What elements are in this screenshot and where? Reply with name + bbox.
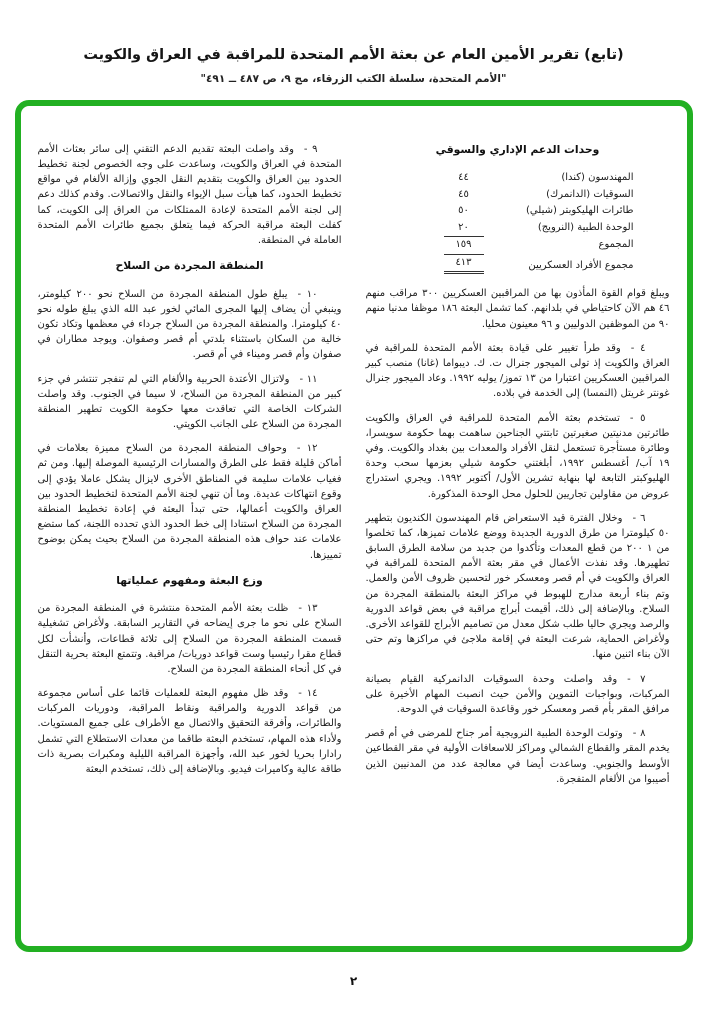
- row-label: مجموع الأفراد العسكريين: [528, 259, 634, 271]
- row-label: المجموع: [598, 239, 634, 251]
- row-value: ٤٥: [458, 188, 469, 200]
- table-row: [444, 220, 634, 237]
- report-title: (تابع) تقرير الأمين العام عن بعثة الأمم المتحدة للمراقبة في العراق والكويت: [83, 47, 624, 63]
- row-label: السوقيات (الدانمرك): [546, 188, 634, 200]
- paragraph-6: ٦ - وخلال الفترة قيد الاستعراض قام المهندسون الكنديون بتطهير ٥٠ كيلومترا من طرق الدورية الجديدة ووضع علامات تميزها، كما تخلصوا من ١ ٢٠٠ من قطع المعدات وتأكدوا من جديد من سلامة الطرق السابق تطهيرها. وقد نفذت الأعمال في مقر بعثة الأمم المتحدة للمراقبة في العراق والكويت في أم قصر ومعسكر خور لتحسين ظروف الأمن والعمل. وتم بناء أربعة مدارج للهبوط في مراكز البعثة بالمنطقة المجردة من السلاح. وبالإضافة إلى ذلك، أقيمت أبراج مراقبة في بعض قواعد الدورية والرصد ويجري حاليا طلب شكل معدل من تصاميم الأبراج للقواعد الأخرى. ولأغراض الحماية، شرعت البعثة في إقامة ملاجئ في مراكزها وتم حتى الآن بناء اثنين منها.: [365, 512, 670, 661]
- paragraph-13: ١٣ - ظلت بعثة الأمم المتحدة منتشرة في المنطقة المجردة من السلاح على نحو ما جرى إيضاحه في التقارير السابقة. ولأغراض تشغيلية قسمت المنطقة المجردة من السلاح إلى ثلاثة قطاعات، وأنشأت لكل قطاع مقرا رئيسيا وست قواعد دوريات/ مراقبة. وتتمتع البعثة بحرية التنقل في كل أنحاء المنطقة المجردة من السلاح.: [37, 603, 342, 675]
- paragraph-5: ٥ - تستخدم بعثة الأمم المتحدة للمراقبة في العراق والكويت طائرتين مدنيتين صغيرتين ثابتتي الجناحين ساهمت بهما حكومة سويسرا، وطائرة مستأجرة تستعمل لنقل الأفراد والمعدات بين بغداد والكويت. وفي ١٩ آب/ أغسطس ١٩٩٢، أبلغتني حكومة شيلي بعزمها سحب وحدة الهليوكبتر التابعة لها بنهاية تشرين الأول/ أكتوبر ١٩٩٢. ويجري استدراج عروض من مقاولين تجاريين للحلول محل الوحدة المذكورة.: [365, 412, 670, 500]
- support-units-table: [444, 170, 634, 274]
- paragraph-9: ٩ - وقد واصلت البعثة تقديم الدعم التقني إلى سائر بعثات الأمم المتحدة في العراق والكويت، وساعدت على وجه الخصوص لجنة تخطيط الحدود بين العراق والكويت بتقديم النقل الجوي وإزالة الألغام في مواقع تخطيط الحدود، كما هيأت سبل الإيواء والنقل والاتصالات. وقدم كذلك دعم إلى لجنة الأمم المتحدة لإعادة الممتلكات من العراق إلى الكويت، كما كفلت البعثة مراقبة الحركة فيما يتعلق بجميع طائرات الأمم المتحدة العاملة في المنطقة.: [37, 143, 342, 246]
- table-row: [444, 187, 634, 204]
- row-value: ٤١٣: [444, 254, 484, 275]
- table-row: [444, 203, 634, 220]
- paragraph-12: ١٢ - وحواف المنطقة المجردة من السلاح مميزة بعلامات في أماكن قليلة فقط على الطرق والمسارات الرئيسية الموصلة إليها. ومن ثم فغياب علامات سليمة في المناطق الأخرى لايزال يشكل عاملا يؤدي إلى وقوع انتهاكات عديدة. وما أن تنهي لجنة الأمم المتحدة لتخطيط الحدود بين العراق والكويت أعمالها، حتى تبدأ البعثة في إعادة تخطيط المنطقة المجردة من السلاح استنادا إلى خط الحدود الذي تحدده اللجنة، كما ستضع علامات عند حواف هذه المنطقة المجردة من السلاح بحيث يمكن بوضوح تمييزها.: [37, 443, 342, 561]
- content-border-box: [15, 100, 693, 952]
- paragraph-10: ١٠ - يبلغ طول المنطقة المجردة من السلاح نحو ٢٠٠ كيلومتر، وينبغي أن يضاف إليها المجرى المائي لخور عبد الله الذي يبلغ طوله نحو ٤٠ كيلومترا. والمنطقة المجردة من السلاح جرداء في معظمها وتكاد تكون خالية من السكان باستثناء بلدتي أم قصر وصفوان. ويوجد مطاران في صفوان وأم قصر وميناء في أم قصر.: [37, 288, 342, 361]
- table-grand-total-row: [444, 254, 634, 275]
- report-source-citation: "الأمم المتحدة، سلسلة الكتب الزرقاء، مج ٩، ص ٤٨٧ ــ ٤٩١": [200, 72, 507, 85]
- demilitarized-zone-heading: المنطقة المجردة من السلاح: [115, 259, 264, 273]
- paragraph-4: ٤ - وقد طرأ تغيير على قيادة بعثة الأمم المتحدة للمراقبة في العراق والكويت إذ تولى الميجور جنرال ت. ك. ديبواما (غانا) منصب كبير المراقبين العسكريين اعتبارا من ١٣ تموز/ يوليه ١٩٩٢. وعاد الميجور جنرال غونتر غريتل (النمسا) إلى الخدمة في بلاده.: [365, 342, 670, 400]
- paragraph-strength: ويبلغ قوام القوة المأذون بها من المراقبين العسكريين ٣٠٠ مراقب منهم ٤٦ هم الآن كاحتياطي في بلدانهم. كما تشمل البعثة ١٨٦ موظفا مدنيا منهم ٩٠ من الموظفين الدوليين و ٩٦ معينون محليا.: [365, 288, 670, 330]
- two-column-layout: [38, 142, 670, 796]
- row-value: ٥٠: [458, 205, 469, 217]
- row-value: ٤٤: [458, 172, 469, 184]
- column-left: [38, 142, 342, 796]
- row-label: المهندسون (كندا): [561, 172, 634, 184]
- table-row: [444, 170, 634, 187]
- paragraph-8: ٨ - وتولت الوحدة الطبية النرويجية أمر جناح للمرضى في أم قصر يخدم المقر والقطاع الشمالي ومراكز للاسعافات الأولية في مقر القطاعين الأوسط والجنوبي. وساعدت أيضا في معالجة عدد من المدنيين الذين أصيبوا من الألغام المتفجرة.: [365, 728, 670, 785]
- page-number: ٢: [349, 973, 358, 988]
- row-value: ٢٠: [458, 221, 469, 233]
- row-value: ١٥٩: [444, 236, 484, 254]
- row-label: طائرات الهليكوبتر (شيلي): [526, 205, 634, 217]
- row-label: الوحدة الطبية (النرويج): [537, 221, 634, 233]
- paragraph-11: ١١ - ولاتزال الأعتدة الحربية والألغام التي لم تنفجر تنتشر في جزء كبير من المنطقة المجردة من السلاح، لا سيما في الجنوب. وقد واصلت الشركات الخاصة التي تعاقدت معها حكومة الكويت تطهير المنطقة المجردة من السلاح على الجانب الكويتي.: [37, 373, 342, 431]
- deployment-concept-heading: وزع البعثة ومفهوم عملياتها: [116, 573, 263, 587]
- paragraph-7: ٧ - وقد واصلت وحدة السوقيات الدانمركية القيام بصيانة المركبات، وبواجبات التموين والأمن حيث انصبت المهام الأخيرة على مرافق المقر بأم قصر ومعسكر خور وقاعدة السوقيات في الدوحة.: [365, 673, 670, 715]
- paragraph-14: ١٤ - وقد ظل مفهوم البعثة للعمليات قائما على أساس مجموعة من قواعد الدورية والمراقبة ونقاط المراقبة، ودوريات المركبات والطائرات، وأفرقة التحقيق والاتصال مع الأطراف على جميع المستويات. ولأداء هذه المهام، تستخدم البعثة طاقما من معدات الاستطلاع التي تشمل رادارا بحريا لخور عبد الله، وأجهزة المراقبة الليلية ومكبرات بصرية ذات طاقة عالية وكاميرات فيديو. وبالإضافة إلى ذلك، تستخدم البعثة: [37, 688, 342, 776]
- support-units-heading: وحدات الدعم الإداري والسوقي: [435, 142, 600, 156]
- table-total-row: [444, 236, 634, 254]
- column-right: [366, 142, 670, 796]
